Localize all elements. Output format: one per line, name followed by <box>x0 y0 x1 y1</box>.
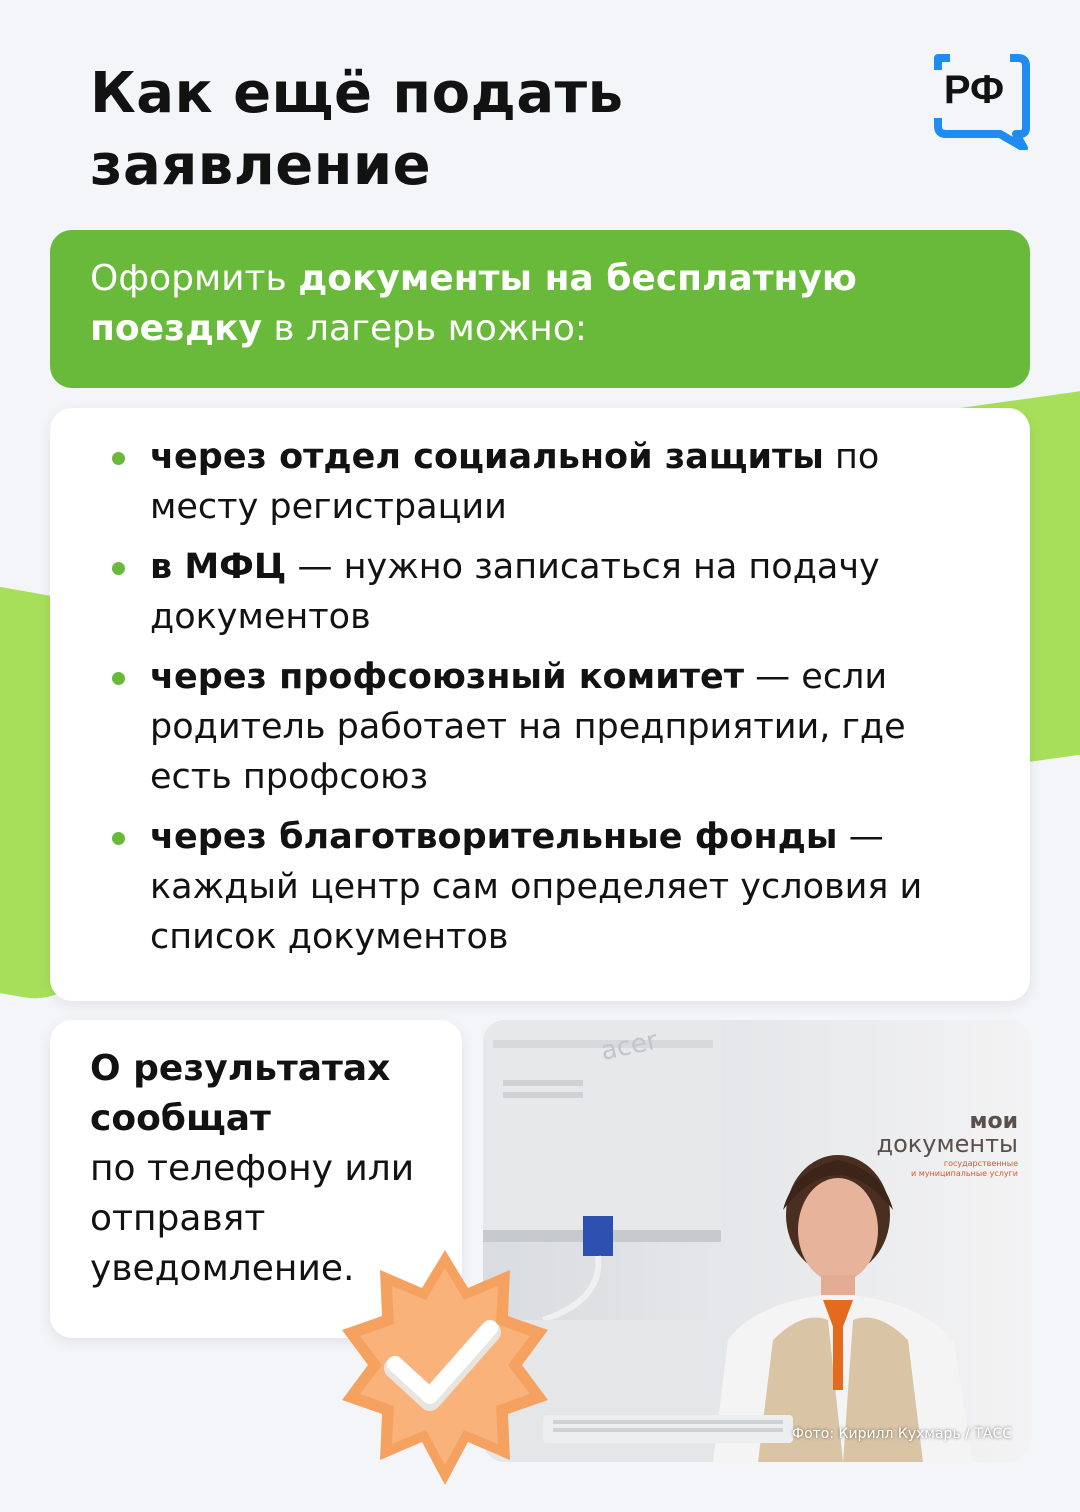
list-item-bold: в МФЦ <box>150 547 287 587</box>
list-item-bold: через профсоюзный комитет <box>150 657 745 697</box>
list-item-text: — нужно записаться на подачу документов <box>150 547 880 637</box>
sign-line-2: документы <box>876 1130 1018 1158</box>
intro-banner <box>50 230 1030 388</box>
list-item <box>150 812 990 962</box>
title-line-1: Как ещё подать <box>90 61 624 126</box>
result-bold: О результатах сообщат <box>90 1048 391 1139</box>
sign-line-1: мои <box>969 1109 1018 1134</box>
monitor-brand: acer <box>598 1025 661 1067</box>
photo-illustration <box>483 1020 1030 1462</box>
result-text: по телефону или отправят уведомление. <box>90 1148 415 1289</box>
list-item <box>150 432 990 532</box>
photo-credit: Фото: Кирилл Кухмарь / ТАСС <box>792 1426 1012 1442</box>
list-item-bold: через отдел социальной защиты <box>150 437 824 477</box>
options-list-card <box>50 408 1030 1001</box>
list-item-text: — каждый центр сам определяет условия и список документов <box>150 817 923 957</box>
sign-line-3: государственные <box>943 1159 1018 1168</box>
check-badge-icon <box>340 1250 550 1485</box>
list-item <box>150 542 990 642</box>
banner-text-plain-2: в лагерь можно: <box>261 308 587 349</box>
logo-text: РФ <box>943 68 1005 112</box>
list-item-bold: через благотворительные фонды <box>150 817 838 857</box>
list-item-text: по месту регистрации <box>150 437 880 527</box>
banner-text-plain-1: Оформить <box>90 258 299 299</box>
rf-chat-logo-icon <box>930 50 1030 150</box>
office-photo <box>483 1020 1030 1462</box>
title-line-2: заявление <box>90 133 432 198</box>
banner-text-bold: документы на бесплатную поездку <box>90 258 857 349</box>
list-item-text: — если родитель работает на предприятии, где есть профсоюз <box>150 657 906 797</box>
page-title <box>90 58 790 202</box>
sign-line-4: и муниципальные услуги <box>911 1169 1018 1178</box>
badge-shape-icon <box>340 1250 550 1485</box>
list-item <box>150 652 990 802</box>
